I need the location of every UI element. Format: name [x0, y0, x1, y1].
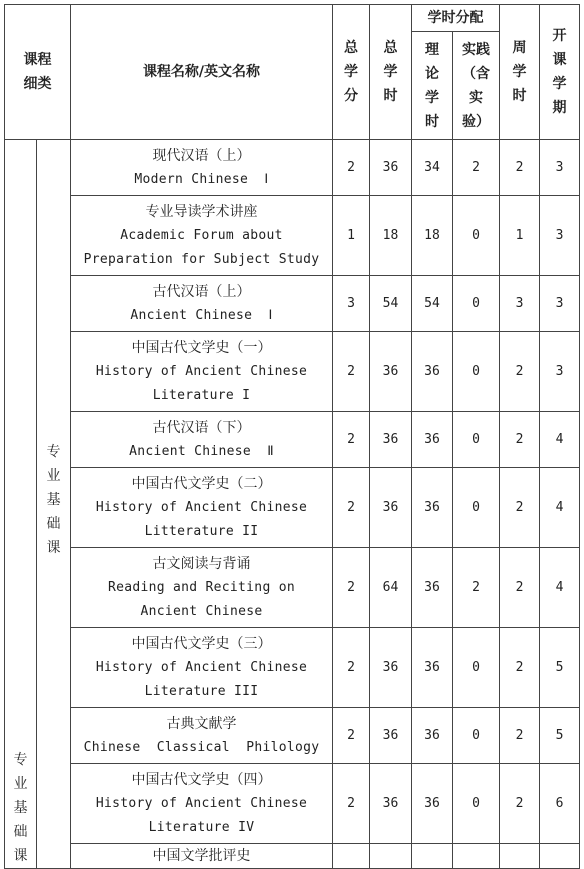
cell-theory: 36 — [412, 708, 453, 764]
header-category-text — [18, 48, 58, 96]
cell-weekly: 2 — [500, 548, 540, 628]
cell-credits: 2 — [333, 764, 370, 844]
header-char: 时 — [383, 88, 398, 104]
header-char: 总 — [344, 40, 358, 56]
category-inner — [37, 140, 71, 869]
category-char: 础 — [13, 824, 28, 840]
cell-total — [370, 844, 412, 869]
table-row — [5, 548, 580, 628]
cell-semester: 5 — [540, 708, 580, 764]
cell-total: 18 — [370, 196, 412, 276]
course-name-cell — [71, 140, 333, 196]
cell-weekly: 2 — [500, 628, 540, 708]
course-name-cell — [71, 412, 333, 468]
header-name: 课程名称/英文名称 — [71, 5, 333, 140]
cell-practice: 0 — [453, 468, 500, 548]
course-name-en: Literature I — [152, 387, 251, 403]
course-name-en: History of Ancient Chinese — [95, 363, 308, 379]
cell-practice: 2 — [453, 140, 500, 196]
cell-semester: 3 — [540, 332, 580, 412]
header-char: 期 — [552, 100, 567, 116]
cell-practice: 0 — [453, 412, 500, 468]
course-name-cell — [71, 708, 333, 764]
course-name-cell — [71, 548, 333, 628]
header-category — [5, 5, 71, 140]
course-name-en: Litterature II — [144, 523, 259, 539]
course-name-en: Reading and Reciting on — [108, 579, 295, 595]
course-name-cn: 中国古代文学史（一） — [131, 339, 272, 356]
course-name-en: Preparation for Subject Study — [83, 251, 320, 267]
cell-semester: 5 — [540, 628, 580, 708]
course-name-en: History of Ancient Chinese — [95, 795, 308, 811]
cell-credits: 2 — [333, 628, 370, 708]
table-row — [5, 196, 580, 276]
header-theory — [412, 32, 453, 140]
header-char: 分 — [344, 88, 358, 104]
course-name-cell — [71, 764, 333, 844]
category-char: 专 — [46, 444, 61, 460]
header-semester — [540, 5, 580, 140]
cell-weekly: 2 — [500, 332, 540, 412]
course-name-cell — [71, 196, 333, 276]
cell-credits: 2 — [333, 412, 370, 468]
header-char: 时 — [425, 113, 439, 130]
cell-credits: 2 — [333, 468, 370, 548]
course-name-cn: 古代汉语（上） — [152, 283, 251, 300]
cell-semester: 3 — [540, 140, 580, 196]
cell-practice: 0 — [453, 708, 500, 764]
header-char: 周 — [512, 40, 527, 56]
header-row-1 — [5, 5, 580, 32]
cell-credits: 1 — [333, 196, 370, 276]
category-char: 专 — [13, 752, 28, 768]
course-name-en: History of Ancient Chinese — [95, 659, 308, 675]
course-name-cell — [71, 468, 333, 548]
cell-total: 36 — [370, 764, 412, 844]
cell-practice: 0 — [453, 332, 500, 412]
table-row — [5, 332, 580, 412]
course-name-en: Ancient Chinese Ⅱ — [129, 443, 274, 459]
cell-weekly: 2 — [500, 468, 540, 548]
header-char: 课 — [552, 52, 567, 68]
course-name-cell — [71, 332, 333, 412]
table-row — [5, 628, 580, 708]
cell-total: 36 — [370, 468, 412, 548]
course-table — [4, 4, 580, 869]
header-char: 验） — [462, 113, 490, 130]
course-name-cn: 中国文学批评史 — [152, 848, 251, 864]
category-char: 课 — [13, 848, 28, 864]
category-char: 业 — [46, 468, 61, 484]
header-char: 实践 — [462, 41, 490, 58]
category-char: 业 — [13, 776, 28, 792]
course-name-cn: 现代汉语（上） — [152, 147, 251, 164]
cell-theory: 36 — [412, 764, 453, 844]
category-char: 础 — [46, 516, 61, 532]
cell-practice: 0 — [453, 628, 500, 708]
header-char: 学 — [512, 64, 527, 80]
table-row — [5, 468, 580, 548]
cell-total: 36 — [370, 708, 412, 764]
cell-credits: 2 — [333, 708, 370, 764]
table-row — [5, 708, 580, 764]
course-name-en: Literature IV — [148, 819, 255, 835]
cell-credits — [333, 844, 370, 869]
header-char: 学 — [552, 76, 567, 92]
category-char: 基 — [46, 492, 61, 508]
cell-theory: 36 — [412, 628, 453, 708]
cell-weekly: 2 — [500, 412, 540, 468]
cell-semester: 6 — [540, 764, 580, 844]
table-row — [5, 844, 580, 869]
cell-weekly: 2 — [500, 708, 540, 764]
header-char: 课程 — [23, 52, 52, 68]
header-char: 学 — [383, 64, 398, 80]
header-char: 论 — [425, 65, 439, 82]
cell-theory: 36 — [412, 468, 453, 548]
cell-total: 54 — [370, 276, 412, 332]
course-name-en: Literature III — [144, 683, 259, 699]
course-name-cell — [71, 628, 333, 708]
cell-weekly: 2 — [500, 764, 540, 844]
course-name-cn: 中国古代文学史（二） — [131, 475, 272, 492]
header-char: 细类 — [23, 76, 52, 92]
cell-semester: 4 — [540, 468, 580, 548]
cell-practice: 0 — [453, 276, 500, 332]
course-name-cell — [71, 276, 333, 332]
cell-total: 36 — [370, 332, 412, 412]
cell-theory: 36 — [412, 412, 453, 468]
header-char: 理 — [425, 41, 439, 58]
cell-semester — [540, 844, 580, 869]
cell-credits: 2 — [333, 332, 370, 412]
course-name-en: Ancient Chinese — [140, 603, 263, 619]
cell-practice: 0 — [453, 764, 500, 844]
cell-credits: 2 — [333, 548, 370, 628]
course-name-cn: 中国古代文学史（四） — [131, 771, 272, 788]
course-name-cn: 古代汉语（下） — [152, 419, 251, 436]
header-char: 实 — [469, 89, 483, 106]
cell-weekly: 2 — [500, 140, 540, 196]
header-credits — [333, 5, 370, 140]
cell-theory: 18 — [412, 196, 453, 276]
header-char: （含 — [462, 65, 490, 82]
cell-credits: 2 — [333, 140, 370, 196]
cell-total: 36 — [370, 412, 412, 468]
cell-semester: 3 — [540, 196, 580, 276]
cell-theory: 34 — [412, 140, 453, 196]
cell-semester: 4 — [540, 548, 580, 628]
cell-semester: 3 — [540, 276, 580, 332]
course-name-cn: 古典文献学 — [166, 715, 237, 732]
cell-credits: 3 — [333, 276, 370, 332]
course-name-en: History of Ancient Chinese — [95, 499, 308, 515]
cell-total: 36 — [370, 140, 412, 196]
course-name-cell — [71, 844, 333, 869]
cell-practice: 0 — [453, 196, 500, 276]
header-char: 时 — [512, 88, 527, 104]
cell-weekly: 3 — [500, 276, 540, 332]
cell-theory: 36 — [412, 332, 453, 412]
course-name-en: Ancient Chinese Ⅰ — [130, 307, 273, 323]
cell-theory: 54 — [412, 276, 453, 332]
course-name-en: Chinese Classical Philology — [83, 739, 320, 755]
header-char: 总 — [383, 40, 398, 56]
table-row — [5, 276, 580, 332]
cell-weekly: 1 — [500, 196, 540, 276]
header-char: 学 — [425, 89, 439, 106]
cell-practice: 2 — [453, 548, 500, 628]
table-row — [5, 140, 580, 196]
category-outer — [5, 140, 37, 869]
header-total-hours — [370, 5, 412, 140]
cell-weekly — [500, 844, 540, 869]
table-row — [5, 412, 580, 468]
course-name-en: Academic Forum about — [120, 227, 283, 243]
category-char: 基 — [13, 800, 28, 816]
course-name-en: Modern Chinese Ⅰ — [134, 171, 269, 187]
cell-theory: 36 — [412, 548, 453, 628]
cell-practice — [453, 844, 500, 869]
header-char: 学 — [344, 64, 358, 80]
header-weekly-hours — [500, 5, 540, 140]
category-char: 课 — [46, 540, 61, 556]
cell-theory — [412, 844, 453, 869]
cell-semester: 4 — [540, 412, 580, 468]
course-name-cn: 中国古代文学史（三） — [131, 635, 272, 652]
header-char: 开 — [552, 28, 567, 44]
header-hour-distribution: 学时分配 — [412, 5, 500, 32]
cell-total: 64 — [370, 548, 412, 628]
header-practice — [453, 32, 500, 140]
table-row — [5, 764, 580, 844]
cell-total: 36 — [370, 628, 412, 708]
course-name-cn: 古文阅读与背诵 — [152, 555, 251, 572]
course-name-cn: 专业导读学术讲座 — [145, 203, 258, 220]
